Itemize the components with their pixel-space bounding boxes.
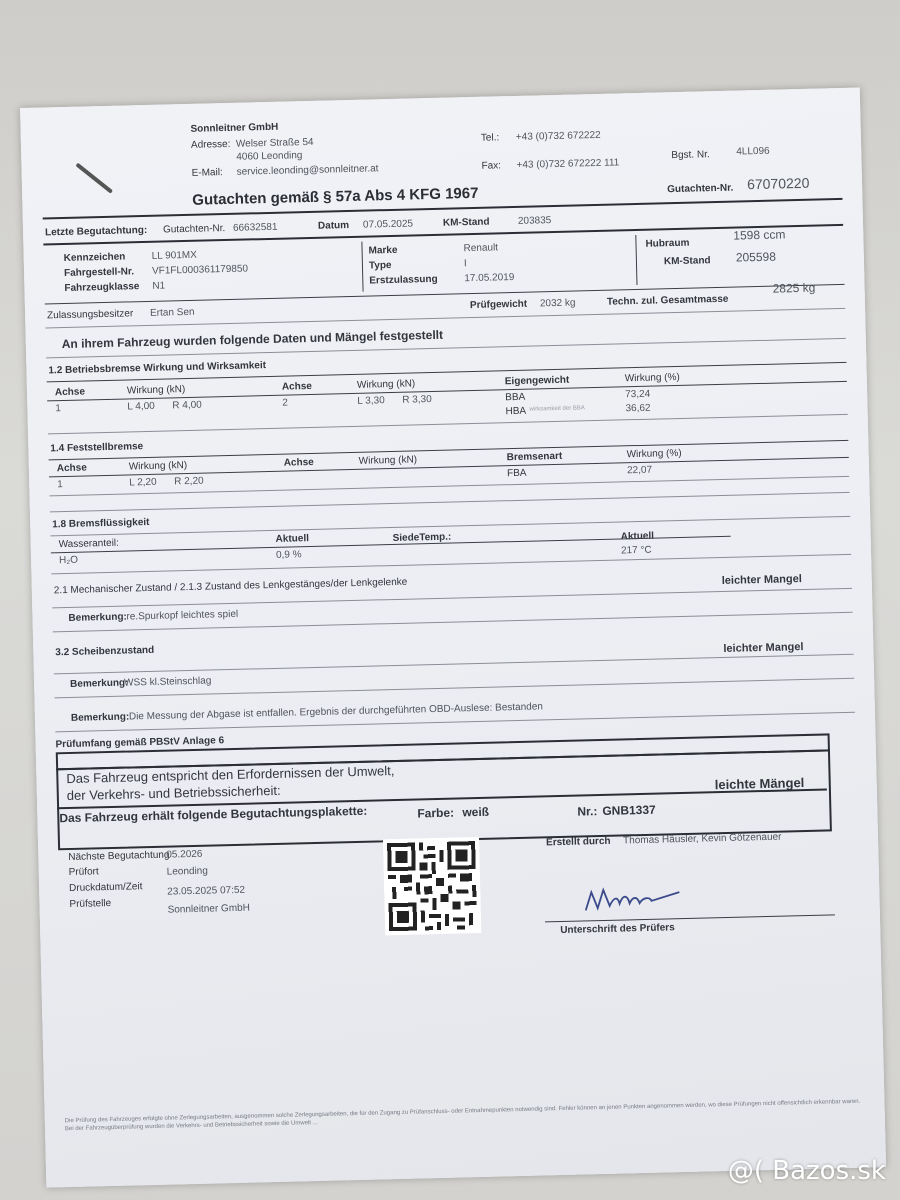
inspection-report-sheet [20, 87, 886, 1187]
parking-achse-label-2: Achse [283, 456, 314, 469]
parking-right: R 2,20 [174, 475, 204, 488]
email-value: service.leonding@sonnleitner.at [236, 163, 379, 178]
address-line1: Welser Straße 54 [235, 136, 314, 150]
hba-label: HBA [505, 405, 527, 418]
last-date-label: Datum [317, 219, 350, 232]
hubraum-label: Hubraum [645, 237, 690, 250]
last-inspection-label: Letzte Begutachtung: [44, 224, 148, 239]
result-line2: der Verkehrs- und Betriebssicherheit: [66, 782, 281, 804]
parking-achse-label: Achse [56, 462, 87, 475]
bgst-value: 4LL096 [736, 145, 770, 158]
defect2-remark-label: Bemerkung: [69, 677, 129, 690]
defect2-title: 3.2 Scheibenzustand [55, 644, 155, 659]
bremsenart-label: Bremsenart [506, 450, 563, 464]
divider [49, 476, 849, 497]
company-name: Sonnleitner GmbH [190, 121, 279, 135]
fahrgestell-value: VF1FL000361179850 [151, 263, 249, 277]
fax-label: Fax: [481, 160, 502, 172]
bba-label: BBA [505, 391, 526, 404]
siede-value: 217 °C [620, 544, 652, 557]
defect2-level: leichter Mangel [723, 641, 804, 655]
siede-label: SiedeTemp.: [392, 531, 452, 545]
pruefstelle-label: Prüfstelle [69, 898, 112, 911]
type-value: I [463, 258, 467, 270]
result-line1: Das Fahrzeug entspricht den Erfordernissen der Umwelt, [66, 763, 395, 787]
vertical-divider [635, 235, 637, 285]
erstzulassung-value: 17.05.2019 [464, 271, 515, 285]
last-date-value: 07.05.2025 [362, 218, 414, 231]
pruefgewicht-label: Prüfgewicht [469, 298, 528, 312]
type-label: Type [368, 259, 392, 272]
vertical-divider [361, 242, 363, 292]
gesamtmasse-value: 2825 kg [772, 280, 816, 296]
pruefort-value: Leonding [166, 865, 208, 878]
brake-achse1: 1 [55, 403, 62, 415]
brake-achse2-left: L 3,30 [357, 395, 385, 407]
kennzeichen-label: Kennzeichen [63, 251, 126, 264]
bba-value: 73,24 [625, 388, 651, 401]
defect2-remark: WSS kl.Steinschlag [123, 675, 212, 689]
plakette-label: Das Fahrzeug erhält folgende Begutachtungsplakette: [59, 803, 368, 826]
last-km-label: KM-Stand [442, 216, 490, 229]
wasser-aktuell-label: Aktuell [275, 533, 310, 545]
hba-value: 36,62 [625, 402, 651, 415]
km-stand-label: KM-Stand [663, 255, 711, 268]
section-fluid-title: 1.8 Bremsflüssigkeit [52, 516, 150, 531]
druck-label: Druckdatum/Zeit [68, 881, 143, 895]
naechste-value: 05.2026 [166, 848, 203, 861]
farbe-value: weiß [462, 804, 490, 820]
defect1-remark: re.Spurkopf leichtes spiel [126, 608, 239, 623]
result-level: leichte Mängel [714, 775, 805, 793]
section-parking-title: 1.4 Feststellbremse [50, 441, 144, 455]
brake-achse-label: Achse [54, 386, 86, 399]
defect1-level: leichter Mangel [721, 573, 802, 587]
remark-text: Die Messung der Abgase ist entfallen. Ergebnis der durchgeführten OBD-Auslese: Bestanden [128, 701, 544, 723]
divider [51, 554, 851, 575]
km-stand-value: 205598 [735, 249, 777, 265]
siede-aktuell-label: Aktuell [620, 530, 655, 543]
erstzulassung-label: Erstzulassung [369, 273, 438, 287]
footer-disclaimer: Die Prüfung des Fahrzeuges erfolgte ohne Zerlegungsarbeiten, ausgenommen solche Zerlegungsarbeiten, die für den Zugang zu Prüfanschluss- oder Entnahmepunkten notwendig sind. Fehler können an jenen Punkten angenommen werden, wo diese Prüfungen nicht offensichtlich erkennbar waren. Bei der Fahrzeugüberprüfung wurden die Verkehrs- und Betriebssicherheit sowie die Umwelt ... [64, 1098, 861, 1133]
plakette-nr-label: Nr.: [577, 804, 598, 819]
pruefumfang: Prüfumfang gemäß PBStV Anlage 6 [55, 735, 225, 751]
fba-value: 22,07 [626, 464, 653, 477]
brake-wirkung-label-2: Wirkung (kN) [356, 378, 416, 391]
parking-achse1: 1 [57, 479, 63, 491]
marke-label: Marke [368, 244, 398, 257]
brake-wirkung-label: Wirkung (kN) [126, 384, 186, 397]
gutachten-nr-label: Gutachten-Nr. [667, 182, 734, 196]
section-brake-title: 1.2 Betriebsbremse Wirkung und Wirksamkeit [48, 360, 267, 377]
fax-value: +43 (0)732 672222 111 [516, 157, 620, 171]
divider [50, 492, 850, 513]
eigengewicht-label: Eigengewicht [504, 374, 570, 388]
marke-value: Renault [463, 242, 499, 255]
wasser-label: Wasseranteil: [58, 537, 120, 551]
signature-label: Unterschrift des Prüfers [560, 922, 675, 937]
brake-achse1-right: R 4,00 [172, 399, 202, 412]
brake-wirkung-pct-label: Wirkung (%) [624, 371, 680, 385]
gutachten-nr-value: 67070220 [746, 174, 810, 193]
gesamtmasse-label: Techn. zul. Gesamtmasse [606, 293, 729, 308]
druck-value: 23.05.2025 07:52 [167, 884, 246, 898]
tel-label: Tel.: [480, 132, 500, 144]
kennzeichen-value: LL 901MX [151, 249, 198, 262]
wasser-value: 0,9 % [275, 549, 302, 561]
pruefstelle-value: Sonnleitner GmbH [167, 902, 251, 916]
hubraum-value: 1598 ccm [733, 227, 786, 243]
intro-heading: An ihrem Fahrzeug wurden folgende Daten und Mängel festgestellt [61, 327, 444, 352]
pen-mark [75, 163, 113, 194]
fahrgestell-label: Fahrgestell-Nr. [63, 266, 135, 279]
divider [48, 414, 848, 435]
h2o-label: H₂O [58, 554, 79, 567]
pruefgewicht-value: 2032 kg [539, 297, 576, 310]
qr-code [383, 837, 481, 935]
defect1-remark-label: Bemerkung: [68, 611, 127, 624]
naechste-label: Nächste Begutachtung [68, 849, 170, 864]
document-title: Gutachten gemäß § 57a Abs 4 KFG 1967 [192, 184, 479, 209]
signature-graphic [579, 882, 690, 919]
klasse-value: N1 [152, 280, 166, 292]
farbe-label: Farbe: [417, 805, 455, 821]
erstellt-value: Thomas Häusler, Kevin Götzenauer [622, 831, 782, 847]
email-label: E-Mail: [191, 167, 223, 179]
parking-wirkung-label: Wirkung (kN) [128, 460, 188, 473]
brake-achse2: 2 [282, 397, 288, 409]
fba-label: FBA [506, 467, 527, 480]
klasse-label: Fahrzeugklasse [64, 281, 140, 294]
parking-wirkung-pct-label: Wirkung (%) [626, 447, 682, 461]
besitzer-label: Zulassungsbesitzer [46, 308, 134, 322]
last-nr-value: 66632581 [232, 221, 278, 234]
address-label: Adresse: [190, 138, 231, 151]
parking-wirkung-label-2: Wirkung (kN) [358, 454, 418, 467]
bgst-label: Bgst. Nr. [671, 149, 710, 162]
brake-achse-label-2: Achse [281, 380, 313, 393]
erstellt-label: Erstellt durch [545, 835, 611, 849]
pruefort-label: Prüfort [68, 866, 99, 879]
watermark: @( Bazos.sk [727, 1156, 886, 1186]
besitzer-value: Ertan Sen [149, 306, 195, 319]
defect1-title: 2.1 Mechanischer Zustand / 2.1.3 Zustand des Lenkgestänges/der Lenkgelenke [53, 576, 408, 597]
hba-note: wirksamkeit der BBA [529, 405, 585, 413]
tel-value: +43 (0)732 672222 [515, 129, 601, 143]
remark-label: Bemerkung: [70, 711, 130, 724]
plakette-nr-value: GNB1337 [602, 802, 656, 818]
last-nr-label: Gutachten-Nr. [162, 223, 226, 236]
parking-left: L 2,20 [129, 476, 157, 489]
divider [54, 654, 854, 675]
brake-achse2-right: R 3,30 [402, 394, 432, 406]
brake-achse1-left: L 4,00 [127, 400, 155, 413]
address-line2: 4060 Leonding [236, 150, 303, 163]
last-km-value: 203835 [517, 215, 552, 227]
